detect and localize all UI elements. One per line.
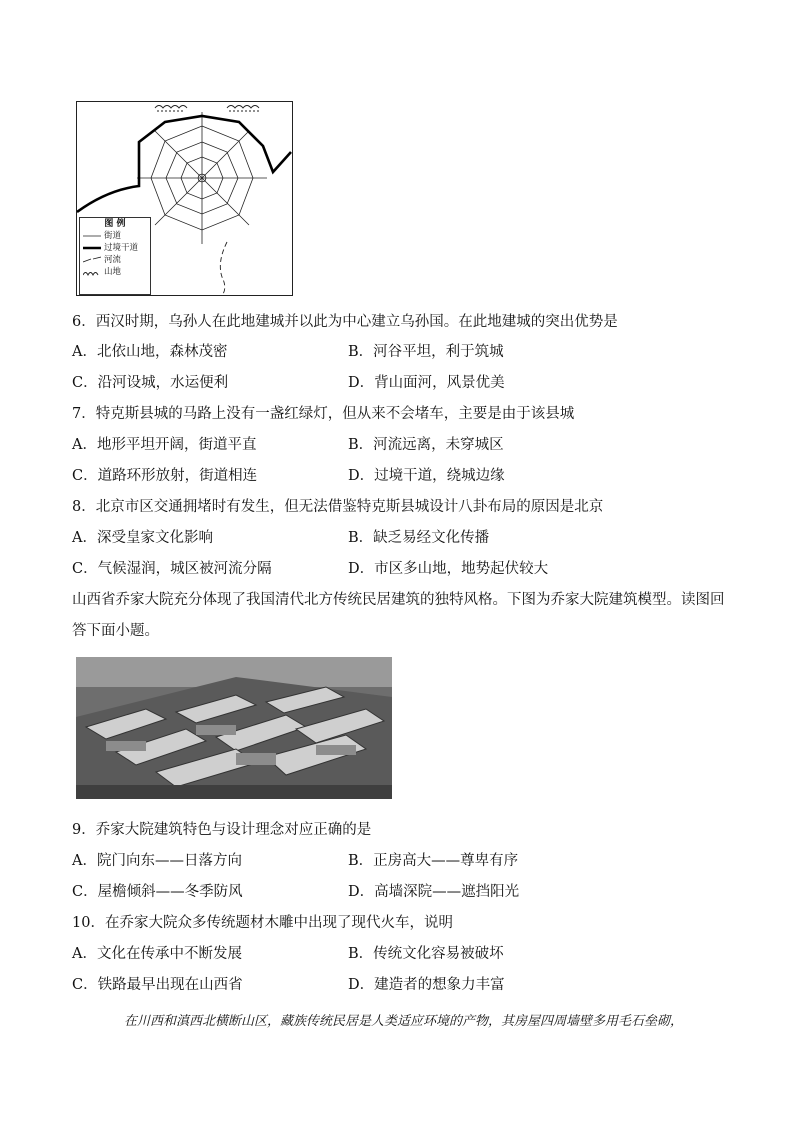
legend-item-mountain <box>80 266 150 278</box>
legend-label: 山地 <box>104 267 122 277</box>
q9-option-b[interactable]: B．正房高大——尊卑有序 <box>348 853 519 869</box>
passage-intro-text: 在川西和滇西北横断山区，藏族传统民居是人类适应环境的产物，其房屋四周墙壁多用毛石垒砌， <box>124 1014 684 1029</box>
thick-line-icon <box>83 245 101 251</box>
q10-option-c[interactable]: C．铁路最早出现在山西省 <box>72 977 243 993</box>
question-7-stem: 7．特克斯县城的马路上没有一盏红绿灯，但从来不会堵车，主要是由于该县城 <box>72 406 575 422</box>
q10-option-d[interactable]: D．建造者的想象力丰富 <box>348 977 505 993</box>
river-icon <box>83 256 101 264</box>
q9-option-c[interactable]: C．屋檐倾斜——冬季防风 <box>72 884 243 900</box>
through-road <box>77 116 291 212</box>
q7-option-c[interactable]: C．道路环形放射，街道相连 <box>72 468 258 484</box>
q8-option-d[interactable]: D．市区多山地，地势起伏较大 <box>348 561 549 577</box>
legend-title: 图 例 <box>104 219 126 229</box>
legend-item-street <box>80 230 150 242</box>
q7-option-a[interactable]: A．地形平坦开阔，街道平直 <box>72 437 257 453</box>
q6-option-b[interactable]: B．河谷平坦，利于筑城 <box>348 344 504 360</box>
q8-option-c[interactable]: C．气候湿润，城区被河流分隔 <box>72 561 272 577</box>
question-8-stem: 8．北京市区交通拥堵时有发生，但无法借鉴特克斯县城设计八卦布局的原因是北京 <box>72 499 604 515</box>
q10-option-b[interactable]: B．传统文化容易被破坏 <box>348 946 504 962</box>
q9-option-d[interactable]: D．高墙深院——遮挡阳光 <box>348 884 520 900</box>
q6-option-d[interactable]: D．背山面河，风景优美 <box>348 375 505 391</box>
map-legend <box>79 217 151 295</box>
question-9-stem: 9．乔家大院建筑特色与设计理念对应正确的是 <box>72 822 372 838</box>
q8-option-b[interactable]: B．缺乏易经文化传播 <box>348 530 490 546</box>
q6-option-a[interactable]: A．北依山地，森林茂密 <box>72 344 228 360</box>
q9-option-a[interactable]: A．院门向东——日落方向 <box>72 853 242 869</box>
q7-option-b[interactable]: B．河流远离，未穿城区 <box>348 437 504 453</box>
intro-paragraph: 山西省乔家大院充分体现了我国清代北方传统民居建筑的独特风格。下图为乔家大院建筑模型。读图回答下面小题。 <box>72 592 725 639</box>
question-6-stem: 6．西汉时期，乌孙人在此地建城并以此为中心建立乌孙国。在此地建城的突出优势是 <box>72 314 618 330</box>
legend-label: 过境干道 <box>104 243 139 253</box>
building-model-photo <box>76 657 392 799</box>
river <box>220 242 227 294</box>
mountain-icon <box>155 106 259 112</box>
mountain-icon <box>83 268 101 276</box>
thin-line-icon <box>83 233 101 239</box>
legend-item-through-road <box>80 242 150 254</box>
city-map-figure <box>76 101 293 296</box>
q10-option-a[interactable]: A．文化在传承中不断发展 <box>72 946 242 962</box>
q6-option-c[interactable]: C．沿河设城，水运便利 <box>72 375 229 391</box>
legend-label: 河流 <box>104 255 122 265</box>
legend-item-river <box>80 254 150 266</box>
courtyard-model-image <box>76 657 392 799</box>
q7-option-d[interactable]: D．过境干道，绕城边缘 <box>348 468 505 484</box>
q8-option-a[interactable]: A．深受皇家文化影响 <box>72 530 213 546</box>
legend-label: 街道 <box>104 231 122 241</box>
question-10-stem: 10．在乔家大院众多传统题材木雕中出现了现代火车，说明 <box>72 915 453 931</box>
